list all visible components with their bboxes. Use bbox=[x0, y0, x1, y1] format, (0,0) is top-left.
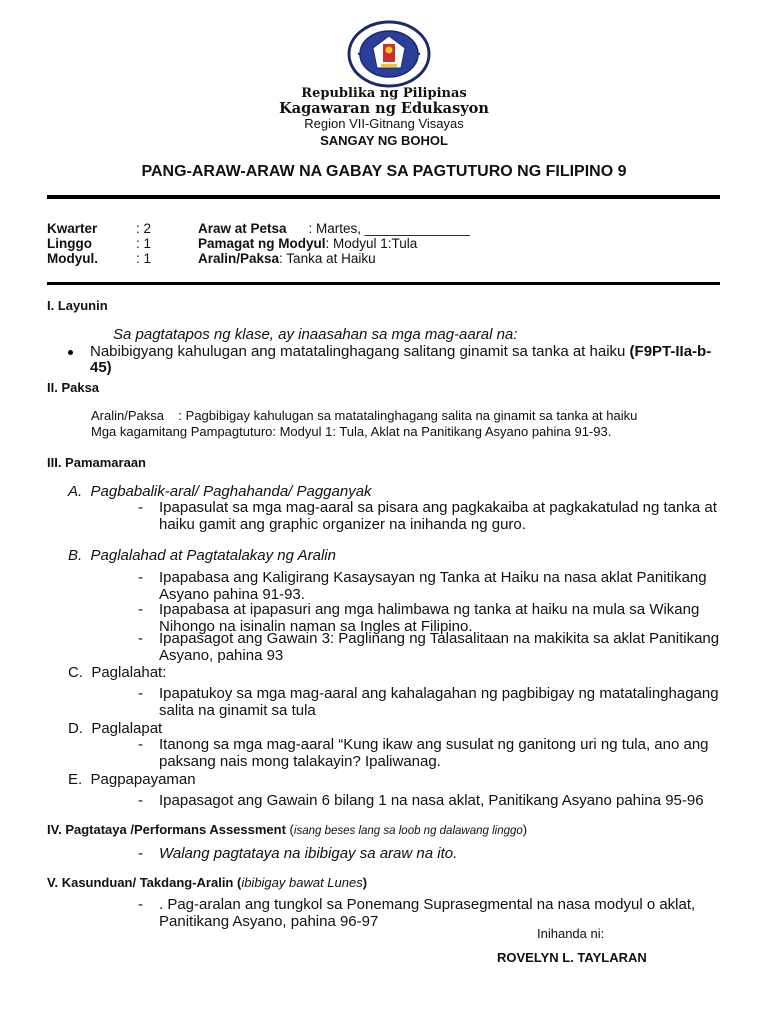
header-republic: Republika ng Pilipinas bbox=[301, 86, 467, 101]
pamagat-row bbox=[198, 236, 417, 251]
araw-value: : Martes, ______________ bbox=[308, 221, 470, 236]
header-division: SANGAY NG BOHOL bbox=[320, 133, 448, 148]
deped-seal-logo bbox=[347, 20, 431, 88]
dash: - bbox=[138, 736, 143, 753]
section-b-label: B. Paglalahad at Pagtatalakay ng Aralin bbox=[68, 547, 336, 564]
dash: - bbox=[138, 845, 143, 862]
paksa-heading: II. Paksa bbox=[47, 380, 100, 395]
dash: - bbox=[138, 569, 143, 586]
pamagat-value: : Modyul 1:Tula bbox=[325, 236, 418, 251]
section-c-label: C. Paglalahat: bbox=[68, 664, 167, 681]
layunin-code-cont: 45) bbox=[90, 359, 112, 376]
dash: - bbox=[138, 896, 143, 913]
title-divider bbox=[47, 195, 720, 199]
kwarter-label: Kwarter bbox=[47, 221, 98, 236]
paksa-line2: Mga kagamitang Pampagtuturo: Modyul 1: Tula, Aklat na Panitikang Asyano pahina 91-93. bbox=[91, 424, 612, 439]
dash: - bbox=[138, 792, 143, 809]
header-region: Region VII-Gitnang Visayas bbox=[304, 116, 464, 131]
araw-label: Araw at Petsa bbox=[198, 221, 287, 236]
layunin-intro: Sa pagtatapos ng klase, ay inaasahan sa mga mag-aaral na: bbox=[113, 326, 518, 343]
section-e-label: E. Pagpapayaman bbox=[68, 771, 196, 788]
b-item-2: Ipapabasa at ipapasuri ang mga halimbawa ng tanka at haiku na mula sa Wikang Nihongo na isinalin naman sa Ingles at Filipino. bbox=[159, 601, 700, 635]
aralin-value: : Tanka at Haiku bbox=[279, 251, 376, 266]
a-item-1: Ipapasulat sa mga mag-aaral sa pisara ang pagkakaiba at pagkakatulad ng tanka at haiku gamit ang graphic organizer na inihanda ng guro. bbox=[159, 499, 717, 533]
kasunduan-item: . Pag-aralan ang tungkol sa Ponemang Suprasegmental na nasa modyul o aklat, Panitikang Asyano, pahina 96-97 bbox=[159, 896, 696, 930]
teacher-name: ROVELYN L. TAYLARAN bbox=[497, 950, 647, 965]
linggo-value: : 1 bbox=[136, 236, 152, 251]
pamamaraan-heading: III. Pamamaraan bbox=[47, 455, 146, 470]
modyul-value: : 1 bbox=[136, 251, 152, 266]
pamagat-label: Pamagat ng Modyul bbox=[198, 236, 326, 251]
section-a-label: A. Pagbabalik-aral/ Paghahanda/ Pagganyak bbox=[68, 483, 372, 500]
dash: - bbox=[138, 685, 143, 702]
paksa-line1: Aralin/Paksa : Pagbibigay kahulugan sa matatalinghagang salita na ginamit sa tanka at haiku bbox=[91, 408, 638, 423]
c-item-1: Ipapatukoy sa mga mag-aaral ang kahalagahan ng pagbibigay ng matatalinghagang salita na ginamit sa tula bbox=[159, 685, 719, 719]
layunin-code: (F9PT-IIa-b- bbox=[629, 343, 712, 360]
d-item-1: Itanong sa mga mag-aaral “Kung ikaw ang susulat ng ganitong uri ng tula, ano ang paksang nais mong talakayin? Ipaliwanag. bbox=[159, 736, 709, 770]
header-department: Kagawaran ng Edukasyon bbox=[279, 100, 489, 117]
bullet-icon bbox=[68, 350, 73, 355]
layunin-bullet-text: Nabibigyang kahulugan ang matatalinghagang salitang ginamit sa tanka at haiku bbox=[90, 343, 630, 360]
prepared-by-label: Inihanda ni: bbox=[537, 926, 605, 941]
page-title: PANG-ARAW-ARAW NA GABAY SA PAGTUTURO NG FILIPINO 9 bbox=[141, 163, 627, 180]
pagtataya-item: Walang pagtataya na ibibigay sa araw na ito. bbox=[159, 845, 458, 862]
info-divider bbox=[47, 282, 720, 285]
modyul-label: Modyul. bbox=[47, 251, 98, 266]
linggo-label: Linggo bbox=[47, 236, 92, 251]
araw-row bbox=[198, 221, 470, 236]
aralin-row bbox=[198, 251, 376, 266]
dash: - bbox=[138, 499, 143, 516]
dash: - bbox=[138, 630, 143, 647]
aralin-label: Aralin/Paksa bbox=[198, 251, 280, 266]
pagtataya-heading: IV. Pagtataya /Performans Assessment (isang beses lang sa loob ng dalawang linggo) bbox=[47, 822, 528, 837]
section-d-label: D. Paglalapat bbox=[68, 720, 163, 737]
layunin-heading: I. Layunin bbox=[47, 298, 108, 313]
layunin-bullet bbox=[90, 343, 711, 360]
dash: - bbox=[138, 601, 143, 618]
kasunduan-heading: V. Kasunduan/ Takdang-Aralin (ibibigay bawat Lunes) bbox=[47, 875, 368, 890]
b-item-1: Ipapabasa ang Kaligirang Kasaysayan ng Tanka at Haiku na nasa aklat Panitikang Asyano pahina 91-93. bbox=[159, 569, 707, 603]
kwarter-value: : 2 bbox=[136, 221, 152, 236]
e-item-1: Ipapasagot ang Gawain 6 bilang 1 na nasa aklat, Panitikang Asyano pahina 95-96 bbox=[159, 792, 704, 809]
b-item-3: Ipapasagot ang Gawain 3: Paglinang ng Talasalitaan na makikita sa aklat Panitikang Asyano, pahina 93 bbox=[159, 630, 720, 664]
